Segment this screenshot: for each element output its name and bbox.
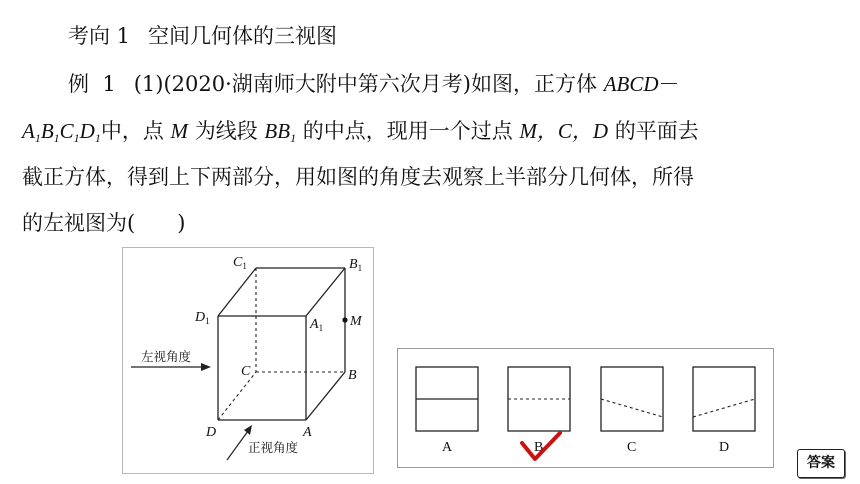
question-text-5: 的平面去 [614,119,699,143]
heading-prefix: 考向 1 [68,24,131,48]
option-c-square [601,367,663,431]
cube-name-2: A1B1C1D1 [22,119,101,145]
question-source: (2020·湖南师大附中第六次月考) [163,72,471,96]
question-text-2: 中，点 [100,119,164,143]
points: M，C，D [519,119,609,143]
question-text-1: 如图，正方体 [471,72,597,96]
svg-text:A1: $A_1$ [310,317,324,333]
answer-options [397,348,774,468]
answer-button[interactable]: 答案 [797,449,845,478]
front-view-label: 正视角度 [248,441,299,455]
option-c-label: C [627,440,637,455]
svg-text:A: A [303,425,312,440]
svg-text:D: D [206,425,217,440]
options-diagram [398,349,773,467]
question-text-4: 的中点，现用一个过点 [302,119,513,143]
svg-text:D1: $D_1$ [195,310,210,326]
svg-text:B: B [348,368,357,383]
cube-diagram [123,248,373,473]
option-d-square [693,367,755,431]
question-line-3: 截正方体，得到上下两部分，用如图的角度去观察上半部分几何体，所得 [22,165,694,189]
question-label: 例 [68,72,89,96]
option-a-label: A [442,440,453,455]
left-view-label: 左视角度 [141,350,192,364]
question-line-1 [68,68,680,98]
question-line-4: 的左视图为( ) [22,211,186,235]
cube-name: ABCD [603,72,659,96]
option-d-label: D [719,440,730,455]
option-b-label: B [534,440,544,455]
cube-figure [122,247,374,474]
question-part: (1) [133,72,164,96]
svg-text:C1: $C_1$ [233,255,247,271]
heading-title: 空间几何体的三视图 [148,24,338,48]
question-line-2 [22,115,699,145]
segment: BB1 [264,119,297,145]
svg-text:C: C [241,364,251,379]
dash: － [658,72,680,96]
question-text-3: 为线段 [194,119,258,143]
svg-text:B1: $B_1$ [349,257,363,273]
point-m: M [170,119,189,143]
question-number: 1 [102,72,116,96]
label-m: M [350,314,362,329]
section-heading [68,20,337,50]
